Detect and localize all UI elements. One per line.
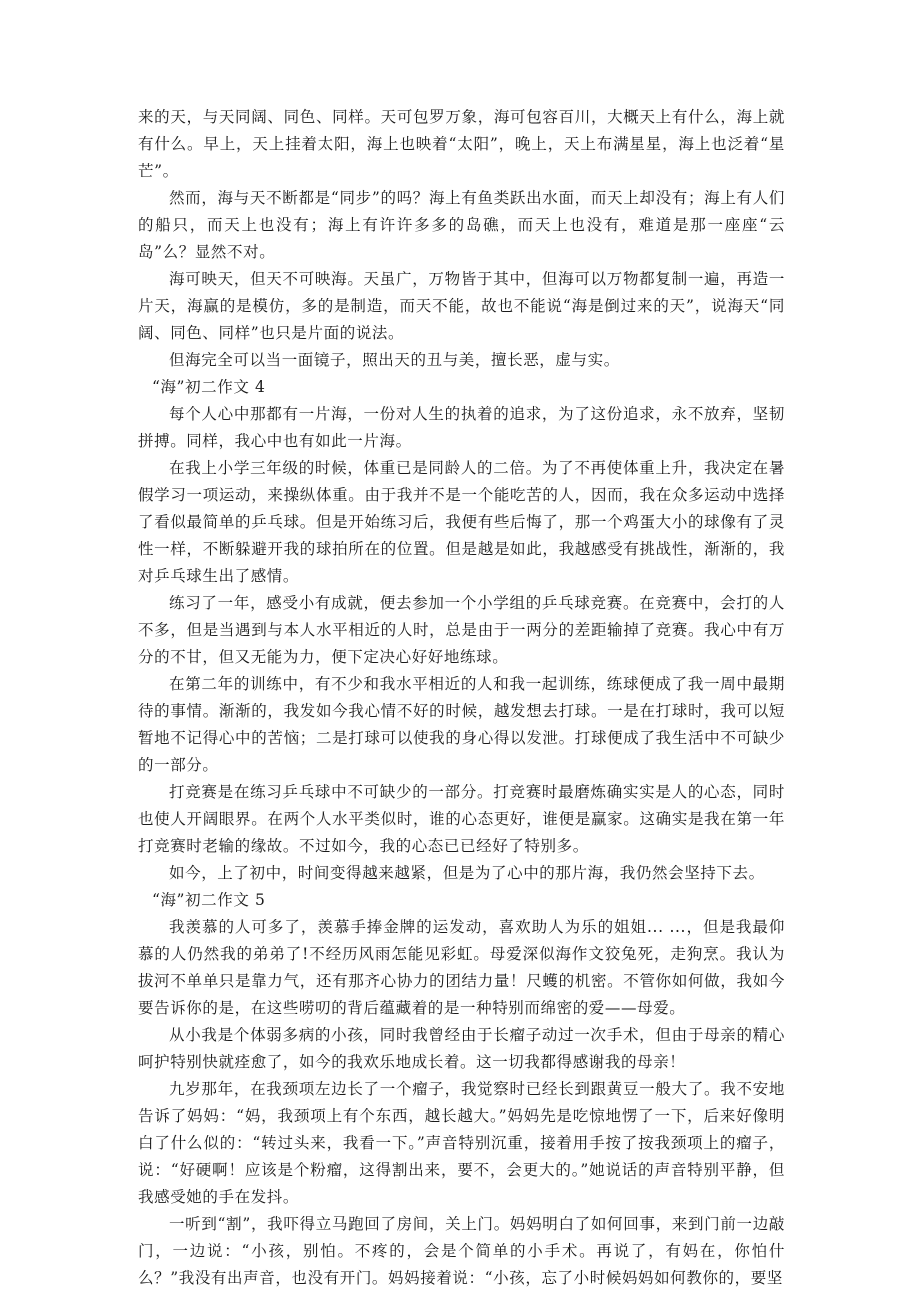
paragraph: 九岁那年，在我颈项左边长了一个瘤子，我觉察时已经长到跟黄豆一般大了。我不安地告诉了妈妈：“妈，我颈项上有个东西，越长越大。”妈妈先是吃惊地愣了一下，后来好像明白了什么似的：“转过头来，我看一下。”声音特别沉重，接着用手按了按我颈项上的瘤子，说：“好硬啊！应该是个粉瘤，这得割出来，要不，会更大的。”她说话的声音特别平静，但我感受她的手在发抖。 (138, 1080, 785, 1206)
document-body (138, 104, 785, 1292)
paragraph: 如今，上了初中，时间变得越来越紧，但是为了心中的那片海，我仍然会坚持下去。 (169, 864, 765, 882)
paragraph: 我羡慕的人可多了，羡慕手捧金牌的运发动，喜欢助人为乐的姐姐... ...，但是我最仰慕的人仍然我的弟弟了!不经历风雨怎能见彩虹。母爱深似海作文狡兔死，走狗烹。我认为拔河不单单只是靠力气，还有那齐心协力的团结力量！尺蠖的机密。不管你如何做，我如今要告诉你的是，在这些唠叨的背后蕴藏着的是一种特别而绵密的爱——母爱。 (138, 918, 785, 1017)
paragraph: 然而，海与天不断都是“同步”的吗？海上有鱼类跃出水面，而天上却没有；海上有人们的船只，而天上也没有；海上有许许多多的岛礁，而天上也没有，难道是那一座座“云岛”么？显然不对。 (138, 189, 785, 261)
paragraph: 海可映天，但天不可映海。天虽广，万物皆于其中，但海可以万物都复制一遍，再造一片天，海赢的是模仿，多的是制造，而天不能，故也不能说“海是倒过来的天”，说海天“同阔、同色、同样”也只是片面的说法。 (138, 270, 785, 342)
section-heading: “海”初二作文 4 (151, 378, 266, 396)
paragraph: 练习了一年，感受小有成就，便去参加一个小学组的乒乓球竞赛。在竞赛中，会打的人不多，但是当遇到与本人水平相近的人时，总是由于一两分的差距输掉了竞赛。我心中有万分的不甘，但又无能为力，便下定决心好好地练球。 (138, 594, 785, 666)
paragraph: 但海完全可以当一面镜子，照出天的丑与美，擅长恶，虚与实。 (169, 351, 620, 369)
paragraph: 在我上小学三年级的时候，体重已是同龄人的二倍。为了不再使体重上升，我决定在暑假学习一项运动，来操纵体重。由于我并不是一个能吃苦的人，因而，我在众多运动中选择了看似最简单的乒乓球。但是开始练习后，我便有些后悔了，那一个鸡蛋大小的球像有了灵性一样，不断躲避开我的球拍所在的位置。但是越是如此，我越感受有挑战性，渐渐的，我对乒乓球生出了感情。 (138, 459, 785, 585)
paragraph: 打竞赛是在练习乒乓球中不可缺少的一部分。打竞赛时最磨炼确实实是人的心态，同时也使人开阔眼界。在两个人水平类似时，谁的心态更好，谁便是赢家。这确实是我在第一年打竞赛时老输的缘故。不过如今，我的心态已已经好了特别多。 (138, 783, 785, 855)
section-heading: “海”初二作文 5 (151, 891, 266, 909)
paragraph: 一听到“割”，我吓得立马跑回了房间，关上门。妈妈明白了如何回事，来到门前一边敲门，一边说：“小孩，别怕。不疼的，会是个简单的小手术。再说了，有妈在，你怕什么？”我没有出声音，也没有开门。妈妈接着说：“小孩，忘了小时候妈妈如何教你的，要坚 (138, 1215, 785, 1287)
paragraph: 来的天，与天同阔、同色、同样。天可包罗万象，海可包容百川，大概天上有什么，海上就有什么。早上，天上挂着太阳，海上也映着“太阳”，晚上，天上布满星星，海上也泛着“星芒”。 (138, 108, 785, 180)
paragraph: 在第二年的训练中，有不少和我水平相近的人和我一起训练，练球便成了我一周中最期待的事情。渐渐的，我发如今我心情不好的时候，越发想去打球。一是在打球时，我可以短暂地不记得心中的苦恼；二是打球可以使我的身心得以发泄。打球便成了我生活中不可缺少的一部分。 (138, 675, 785, 774)
paragraph: 从小我是个体弱多病的小孩，同时我曾经由于长瘤子动过一次手术，但由于母亲的精心呵护特别快就痊愈了，如今的我欢乐地成长着。这一切我都得感谢我的母亲！ (138, 1026, 785, 1071)
paragraph: 每个人心中那都有一片海，一份对人生的执着的追求，为了这份追求，永不放弃，坚韧拼搏。同样，我心中也有如此一片海。 (138, 405, 785, 450)
